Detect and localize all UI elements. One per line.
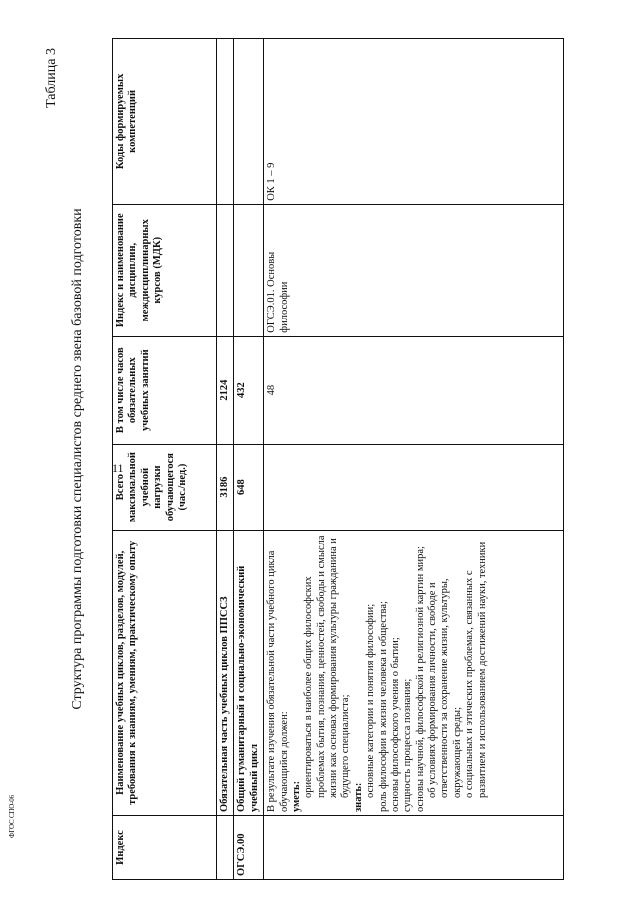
description-line: основы философского учения о бытии; [389,637,401,813]
page-number: 11 [112,461,124,475]
table-header-row [113,39,217,880]
table-row-discipline [264,39,564,880]
document-title: Структура программы подготовки специалистов среднего звена базовой подготовки [70,208,85,710]
cell-mandatory-hours: 2124 [217,336,234,444]
description-line: об условиях формирования личности, свободе и ответственности за сохранение жизни, культуры, окружающей среды; [427,578,463,799]
cell-empty [217,204,234,336]
cell-empty [264,444,564,530]
cell-empty [217,39,234,205]
cell-empty [234,204,264,336]
cell-discipline-hours: 48 [264,336,564,444]
cell-cycle-max-load: 648 [234,444,264,530]
description-line: основы научной, философской и религиозной картин мира; [414,546,426,813]
description-line: основные категории и понятия философии; [365,603,377,799]
description-line: роль философии в жизни человека и общества; [377,601,389,813]
table-row-mandatory-part [217,39,234,880]
header-index: Индекс [113,816,217,880]
cell-discipline-competences: ОК 1 – 9 [264,39,564,205]
cell-mandatory-name: Обязательная часть учебных циклов ППССЗ [217,530,234,815]
table-row-cycle [234,39,264,880]
header-competences: Коды формируемых компетенций [113,39,217,205]
cell-empty [264,816,564,880]
description-line: о социальных и этических проблемах, связанных с развитием и использованием достижений науки, техники [464,541,488,799]
program-structure-table [112,38,564,880]
header-mandatory: В том числе часов обязательных учебных занятий [113,336,217,444]
header-max-load: Всего максимальной учебной нагрузки обучающегося (час./нед.) [113,444,217,530]
header-name: Наименование учебных циклов, разделов, модулей, требования к знаниям, умениям, практическому опыту [113,530,217,815]
cell-mandatory-max-load: 3186 [217,444,234,530]
cell-cycle-index: ОГСЭ.00 [234,816,264,880]
cell-empty [234,39,264,205]
description-line: ориентироваться в наиболее общих философских проблемах бытия, познания, ценностей, свободы и смысла жизни как основах формирования культуры гражданина и будущего специалиста; [303,535,352,799]
table-label: Таблица 3 [44,48,59,108]
rotated-page-content [40,38,600,880]
header-discipline: Индекс и наименование дисциплин, междисциплинарных курсов (МДК) [113,204,217,336]
description-line: В результате изучения обязательной части учебного цикла обучающийся должен: [266,550,290,813]
cell-cycle-name: Общий гуманитарный и социально-экономический учебный цикл [234,530,264,815]
description-line: уметь: [290,780,302,813]
description-line: знать: [352,782,364,813]
document-stamp: ФГОС СПО-06 [8,795,16,838]
cell-empty [217,816,234,880]
cell-cycle-hours: 432 [234,336,264,444]
description-line: сущность процесса познания; [402,678,414,813]
cell-discipline-name: ОГСЭ.01. Основы философии [264,204,564,336]
cell-discipline-description [264,530,564,815]
